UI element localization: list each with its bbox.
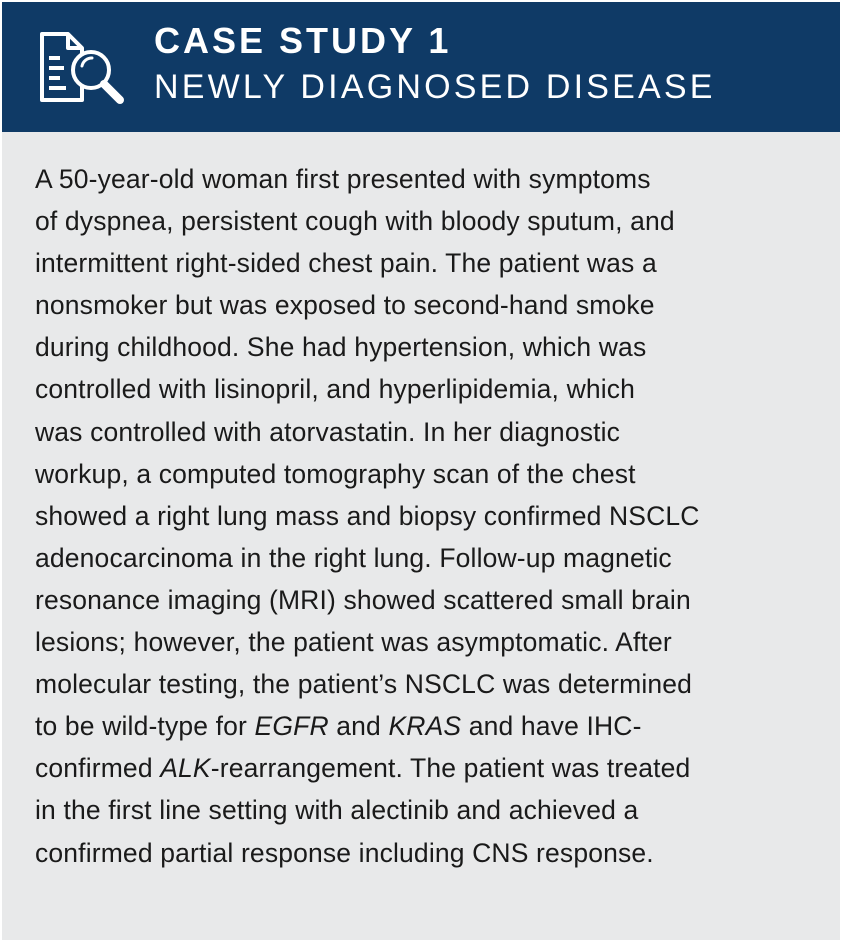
case-study-card bbox=[2, 2, 840, 940]
body-text: and bbox=[328, 711, 389, 742]
case-study-body bbox=[35, 158, 825, 874]
body-line: nonsmoker but was exposed to second-hand smoke bbox=[35, 290, 655, 321]
body-line: showed a right lung mass and biopsy confirmed NSCLC bbox=[35, 500, 700, 531]
body-line bbox=[35, 705, 825, 747]
body-line: resonance imaging (MRI) showed scattered small brain bbox=[35, 584, 691, 615]
body-text: confirmed bbox=[35, 753, 161, 784]
body-line: adenocarcinoma in the right lung. Follow-up magnetic bbox=[35, 542, 672, 573]
body-line bbox=[35, 747, 825, 789]
body-line: during childhood. She had hypertension, which was bbox=[35, 332, 647, 363]
body-text: -rearrangement. The patient was treated bbox=[210, 753, 691, 784]
body-line: of dyspnea, persistent cough with bloody sputum, and bbox=[35, 206, 675, 237]
body-text: to be wild-type for bbox=[35, 711, 255, 742]
case-study-subtitle: NEWLY DIAGNOSED DISEASE bbox=[154, 68, 716, 106]
body-line: lesions; however, the patient was asymptomatic. After bbox=[35, 627, 672, 658]
case-study-title: CASE STUDY 1 bbox=[154, 20, 452, 61]
body-line: molecular testing, the patient’s NSCLC was determined bbox=[35, 669, 693, 700]
body-line: A 50-year-old woman first presented with symptoms bbox=[35, 164, 651, 194]
document-magnifier-icon bbox=[38, 26, 126, 106]
body-line: workup, a computed tomography scan of the chest bbox=[35, 458, 636, 489]
gene-name-kras: KRAS bbox=[388, 711, 462, 742]
gene-name-alk: ALK bbox=[160, 753, 211, 784]
gene-name-egfr: EGFR bbox=[254, 711, 329, 742]
body-line: was controlled with atorvastatin. In her diagnostic bbox=[35, 416, 621, 447]
body-line: intermittent right-sided chest pain. The patient was a bbox=[35, 248, 657, 279]
body-line: in the first line setting with alectinib and achieved a bbox=[35, 795, 639, 826]
body-line: confirmed partial response including CNS response. bbox=[35, 837, 654, 868]
body-text: and have IHC- bbox=[461, 711, 642, 742]
case-study-header bbox=[2, 2, 840, 132]
body-line: controlled with lisinopril, and hyperlipidemia, which bbox=[35, 374, 636, 405]
